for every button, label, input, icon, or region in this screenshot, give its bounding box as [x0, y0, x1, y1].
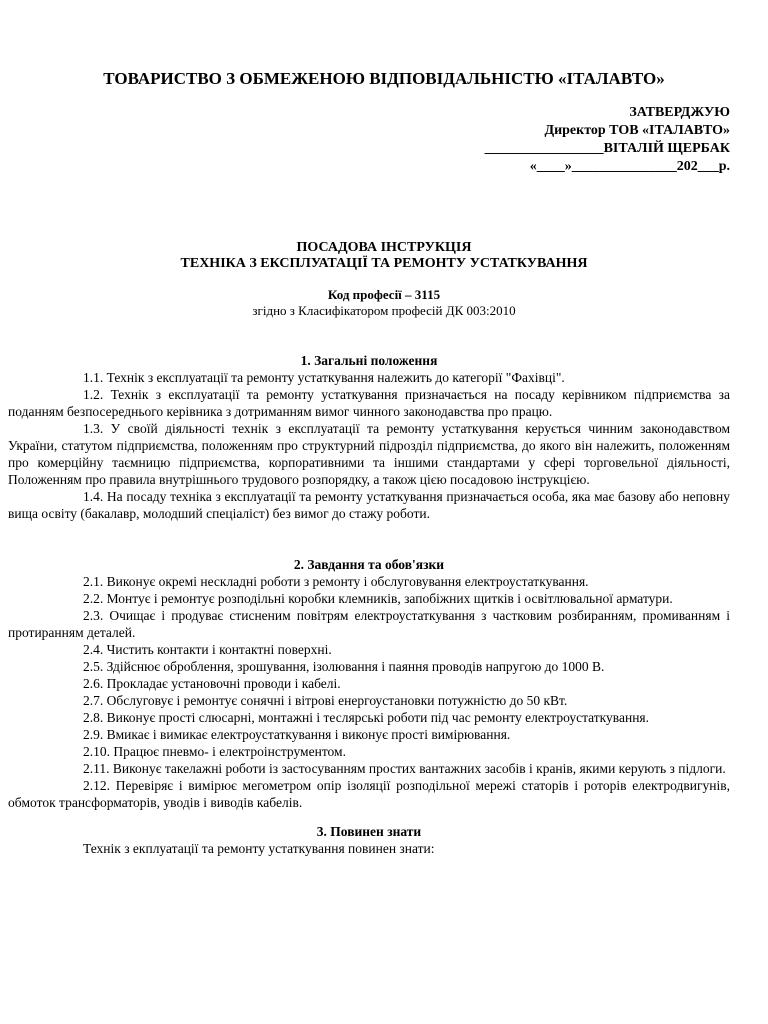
paragraph: 1.1. Технік з експлуатації та ремонту устаткування належить до категорії "Фахівці". — [83, 370, 565, 385]
approval-line: ЗАТВЕРДЖУЮ — [629, 105, 730, 120]
profession-code — [0, 287, 768, 319]
paragraph: 2.12. Перевіряє і вимірює мегометром опір ізоляції розподільної мережі статорів і роторів електродвигунів, обмоток трансформаторів, уводів і виводів кабелів. — [8, 778, 730, 810]
paragraph: 2.9. Вмикає і вимикає електроустаткування і виконує прості вимірювання. — [83, 727, 511, 742]
paragraph: 2.10. Працює пневмо- і електроінструментом. — [83, 744, 346, 759]
paragraph: 2.5. Здійснює оброблення, зрошування, ізолювання і паяння проводів напругою до 1000 В. — [83, 659, 605, 674]
approval-line: Директор ТОВ «ІТАЛАВТО» — [544, 123, 730, 138]
paragraph: 2.8. Виконує прості слюсарні, монтажні і теслярські роботи під час ремонту електроустаткування. — [83, 710, 650, 725]
paragraph: Технік з екплуатації та ремонту устаткування повинен знати: — [83, 841, 435, 856]
document-title — [0, 240, 768, 272]
paragraph: 2.3. Очищає і продуває стисненим повітрям електроустаткування з частковим розбиранням, промиванням і протиранням деталей. — [8, 608, 730, 640]
paragraph: 1.2. Технік з експлуатації та ремонту устаткування призначається на посаду керівником підприємства за поданням безпосереднього керівника з дотриманням вимог чинного законодавства про працю. — [8, 387, 730, 419]
paragraph: 2.6. Прокладає установочні проводи і кабелі. — [83, 676, 341, 691]
company-name: ТОВАРИСТВО З ОБМЕЖЕНОЮ ВІДПОВІДАЛЬНІСТЮ «ІТАЛАВТО» — [103, 69, 665, 88]
profession-code-label: Код професії – 3115 — [327, 287, 441, 302]
title-line: ТЕХНІКА З ЕКСПЛУАТАЦІЇ ТА РЕМОНТУ УСТАТКУВАННЯ — [180, 256, 588, 271]
paragraph: 1.3. У своїй діяльності технік з експлуатації та ремонту устаткування керується чинним законодавством України, статутом підприємства, положенням про структурний підрозділ підприємства, до якого він належить, положенням про комерційну таємницю підприємства, корпоративними та іншими стандартами у сфері торговельної діяльності, Положенням про правила внутрішнього трудового розпорядку, а також цією посадовою інструкцією. — [8, 421, 730, 487]
title-line: ПОСАДОВА ІНСТРУКЦІЯ — [296, 240, 472, 255]
paragraph: 2.1. Виконує окремі нескладні роботи з ремонту і обслуговування електроустаткування. — [83, 574, 589, 589]
approval-line: _________________ВІТАЛІЙ ЩЕРБАК — [484, 141, 730, 156]
section-heading: 1. Загальні положення — [300, 353, 438, 368]
profession-code-classifier: згідно з Класифікатором професій ДК 003:2010 — [252, 303, 516, 318]
section-heading: 3. Повинен знати — [316, 824, 422, 839]
approval-line: «____»_______________202___р. — [529, 159, 730, 174]
paragraph: 2.2. Монтує і ремонтує розподільні коробки клемників, запобіжних щитків і освітлювальної арматури. — [83, 591, 673, 606]
approval-block — [485, 104, 730, 176]
paragraph: 2.4. Чистить контакти і контактні поверхні. — [83, 642, 332, 657]
section-heading: 2. Завдання та обов'язки — [293, 557, 445, 572]
paragraph: 2.11. Виконує такелажні роботи із застосуванням простих вантажних засобів і кранів, якими керують з підлоги. — [83, 761, 726, 776]
document-body — [8, 352, 730, 857]
paragraph: 2.7. Обслуговує і ремонтує сонячні і вітрові енергоустановки потужністю до 50 кВт. — [83, 693, 568, 708]
paragraph: 1.4. На посаду техніка з експлуатації та ремонту устаткування призначається особа, яка має базову або неповну вища освіту (бакалавр, молодший спеціаліст) без вимог до стажу роботи. — [8, 489, 730, 521]
